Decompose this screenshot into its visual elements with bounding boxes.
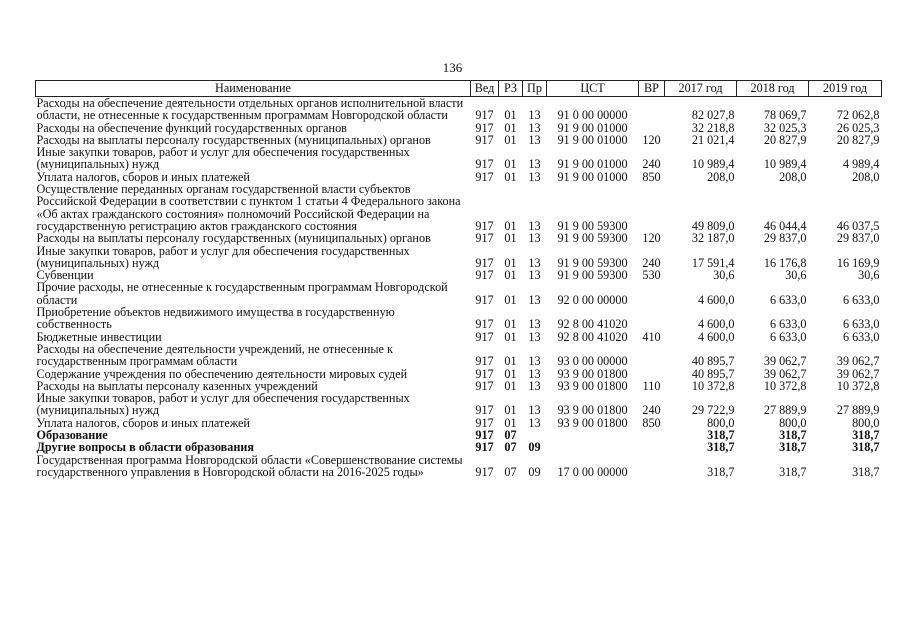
cell-cst	[547, 429, 639, 441]
cell-vr: 240	[642, 403, 661, 418]
cell-name: Расходы на обеспечение функций государственных органов	[36, 120, 347, 135]
cell-name: Иные закупки товаров, работ и услуг для обеспечения государственных (муниципальных) нужд	[36, 243, 410, 270]
cell-2019: 318,7	[852, 428, 880, 443]
cell-pr: 13	[528, 108, 541, 123]
cell-rz: 01	[504, 231, 517, 246]
cell-2017: 82 027,8	[691, 108, 735, 123]
cell-pr: 13	[528, 231, 541, 246]
cell-2017: 208,0	[707, 169, 735, 184]
cell-name: Субвенции	[36, 268, 94, 283]
cell-2019: 208,0	[852, 169, 880, 184]
cell-2018: 27 889,9	[763, 403, 807, 418]
cell-name: Прочие расходы, не отнесенные к государственным программам Новгородской области	[36, 280, 448, 307]
cell-cst: 91 0 00 00000	[557, 108, 628, 123]
cell-cst: 93 0 00 00000	[557, 354, 628, 369]
cell-vr: 410	[642, 329, 661, 344]
cell-ved: 917	[475, 218, 494, 233]
cell-2018: 16 176,8	[763, 255, 807, 270]
cell-2018: 78 069,7	[763, 108, 807, 123]
cell-2018: 10 989,4	[763, 157, 807, 172]
col-header-2019: 2019 год	[809, 81, 882, 97]
cell-pr: 09	[528, 464, 541, 479]
cell-rz: 01	[504, 366, 517, 381]
cell-cst: 91 9 00 01000	[557, 157, 628, 172]
table-row	[36, 146, 882, 171]
table-row	[36, 454, 882, 479]
cell-2019: 20 827,9	[836, 132, 880, 147]
cell-2018: 6 633,0	[769, 292, 807, 307]
cell-name: Государственная программа Новгородской области «Совершенствование системы государственного управления в Новгородской области на 2016-2025 годы»	[36, 452, 463, 479]
cell-ved: 917	[475, 440, 494, 455]
cell-2019: 16 169,9	[836, 255, 880, 270]
cell-name: Иные закупки товаров, работ и услуг для обеспечения государственных (муниципальных) нужд	[36, 145, 410, 172]
cell-vr: 530	[642, 268, 661, 283]
cell-name: Расходы на выплаты персоналу государственных (муниципальных) органов	[36, 231, 431, 246]
cell-vr: 120	[642, 231, 661, 246]
cell-vr	[639, 368, 665, 380]
col-header-ved: Вед	[471, 81, 499, 97]
col-header-rz: РЗ	[499, 81, 523, 97]
cell-rz: 01	[504, 329, 517, 344]
table-row	[36, 441, 882, 453]
cell-2018: 208,0	[779, 169, 807, 184]
cell-pr: 13	[528, 354, 541, 369]
cell-2019: 27 889,9	[836, 403, 880, 418]
table-row	[36, 245, 882, 270]
cell-cst: 91 9 00 01000	[557, 132, 628, 147]
cell-cst: 93 9 00 01800	[557, 366, 628, 381]
table-row	[36, 281, 882, 306]
cell-rz: 01	[504, 403, 517, 418]
col-header-pr: Пр	[523, 81, 547, 97]
cell-rz: 01	[504, 108, 517, 123]
cell-ved: 917	[475, 428, 494, 443]
cell-vr	[639, 281, 665, 306]
cell-cst: 93 9 00 01800	[557, 403, 628, 418]
cell-pr: 13	[528, 403, 541, 418]
cell-2019: 29 837,0	[836, 231, 880, 246]
cell-rz: 01	[504, 157, 517, 172]
cell-ved: 917	[475, 120, 494, 135]
cell-rz: 01	[504, 120, 517, 135]
col-header-cst: ЦСТ	[547, 81, 639, 97]
cell-2018: 29 837,0	[763, 231, 807, 246]
cell-vr	[639, 454, 665, 479]
table-row	[36, 306, 882, 331]
cell-ved: 917	[475, 108, 494, 123]
table-row	[36, 183, 882, 232]
cell-rz: 01	[504, 415, 517, 430]
cell-pr: 13	[528, 132, 541, 147]
cell-2017: 4 600,0	[697, 329, 735, 344]
cell-pr: 13	[528, 317, 541, 332]
cell-cst: 93 9 00 01800	[557, 378, 628, 393]
cell-2017: 32 187,0	[691, 231, 735, 246]
cell-rz: 01	[504, 292, 517, 307]
cell-rz: 01	[504, 218, 517, 233]
cell-cst	[547, 441, 639, 453]
cell-2017: 800,0	[707, 415, 735, 430]
cell-vr	[639, 97, 665, 122]
cell-2017: 29 722,9	[691, 403, 735, 418]
cell-cst: 91 9 00 59300	[557, 231, 628, 246]
cell-name: Образование	[36, 428, 108, 443]
cell-2018: 10 372,8	[763, 378, 807, 393]
cell-2019: 6 633,0	[842, 292, 880, 307]
cell-pr: 13	[528, 120, 541, 135]
cell-ved: 917	[475, 378, 494, 393]
cell-ved: 917	[475, 366, 494, 381]
col-header-2018: 2018 год	[737, 81, 809, 97]
cell-2017: 4 600,0	[697, 317, 735, 332]
cell-rz: 01	[504, 132, 517, 147]
cell-2018: 20 827,9	[763, 132, 807, 147]
cell-rz: 01	[504, 255, 517, 270]
cell-cst: 92 0 00 00000	[557, 292, 628, 307]
cell-2018: 32 025,3	[763, 120, 807, 135]
cell-rz: 01	[504, 317, 517, 332]
cell-pr: 13	[528, 157, 541, 172]
cell-2018: 39 062,7	[763, 354, 807, 369]
table-row	[36, 368, 882, 380]
cell-2018: 6 633,0	[769, 317, 807, 332]
cell-ved: 917	[475, 317, 494, 332]
budget-table	[35, 80, 882, 478]
cell-name: Расходы на обеспечение деятельности отдельных органов исполнительной власти области, не отнесенные к государственным программам Новгородской области	[36, 96, 464, 123]
cell-2019: 4 989,4	[842, 157, 880, 172]
cell-rz: 01	[504, 354, 517, 369]
cell-name: Расходы на выплаты персоналу государственных (муниципальных) органов	[36, 132, 431, 147]
cell-2019: 30,6	[858, 268, 880, 283]
cell-2018: 318,7	[779, 464, 807, 479]
cell-ved: 917	[475, 329, 494, 344]
cell-ved: 917	[475, 157, 494, 172]
cell-vr	[639, 429, 665, 441]
cell-2018: 800,0	[779, 415, 807, 430]
cell-rz: 07	[504, 464, 517, 479]
table-row	[36, 97, 882, 122]
cell-vr: 240	[642, 157, 661, 172]
cell-rz: 07	[504, 440, 517, 455]
cell-ved: 917	[475, 403, 494, 418]
cell-pr: 13	[528, 268, 541, 283]
cell-2018: 318,7	[779, 428, 807, 443]
cell-2017: 10 989,4	[691, 157, 735, 172]
cell-name: Уплата налогов, сборов и иных платежей	[36, 415, 250, 430]
cell-2018: 30,6	[785, 268, 807, 283]
cell-name: Приобретение объектов недвижимого имущества в государственную собственность	[36, 305, 395, 332]
cell-2019: 72 062,8	[836, 108, 880, 123]
cell-pr: 13	[528, 329, 541, 344]
cell-2017: 318,7	[707, 464, 735, 479]
cell-2017: 21 021,4	[691, 132, 735, 147]
cell-pr: 13	[528, 218, 541, 233]
col-header-2017: 2017 год	[665, 81, 737, 97]
cell-vr	[639, 306, 665, 331]
table-row	[36, 343, 882, 368]
cell-2017: 30,6	[713, 268, 735, 283]
cell-rz: 01	[504, 169, 517, 184]
cell-vr: 120	[642, 132, 661, 147]
cell-2017: 40 895,7	[691, 366, 735, 381]
cell-pr: 13	[528, 378, 541, 393]
cell-2018: 46 044,4	[763, 218, 807, 233]
cell-2017: 17 591,4	[691, 255, 735, 270]
table-header-row	[36, 81, 882, 97]
cell-2017: 10 372,8	[691, 378, 735, 393]
cell-ved: 917	[475, 132, 494, 147]
cell-2017: 40 895,7	[691, 354, 735, 369]
cell-cst: 92 8 00 41020	[557, 317, 628, 332]
table-row	[36, 417, 882, 429]
cell-rz: 01	[504, 378, 517, 393]
cell-2019: 800,0	[852, 415, 880, 430]
cell-2019: 318,7	[852, 440, 880, 455]
cell-pr: 13	[528, 169, 541, 184]
cell-rz: 07	[504, 428, 517, 443]
cell-ved: 917	[475, 464, 494, 479]
cell-2017: 318,7	[707, 428, 735, 443]
cell-cst: 92 8 00 41020	[557, 329, 628, 344]
cell-cst: 17 0 00 00000	[557, 464, 628, 479]
cell-name: Другие вопросы в области образования	[36, 440, 254, 455]
cell-name: Осуществление переданных органам государственной власти субъектов Российской Федерации в соответствии с пунктом 1 статьи 4 Федерального закона «Об актах гражданского состояния» полномочий Российской Федерации на государственную регистрацию актов гражданского состояния	[36, 182, 461, 233]
cell-2019: 6 633,0	[842, 329, 880, 344]
cell-rz: 01	[504, 268, 517, 283]
cell-cst: 91 9 00 01000	[557, 169, 628, 184]
cell-2019: 6 633,0	[842, 317, 880, 332]
cell-2019: 26 025,3	[836, 120, 880, 135]
cell-2018: 318,7	[779, 440, 807, 455]
cell-2017: 32 218,8	[691, 120, 735, 135]
cell-name: Содержание учреждения по обеспечению деятельности мировых судей	[36, 366, 408, 381]
cell-vr	[639, 343, 665, 368]
cell-name: Бюджетные инвестиции	[36, 329, 162, 344]
cell-cst: 91 9 00 59300	[557, 218, 628, 233]
cell-2019: 46 037,5	[836, 218, 880, 233]
cell-2019: 39 062,7	[836, 354, 880, 369]
cell-ved: 917	[475, 268, 494, 283]
cell-pr: 13	[528, 415, 541, 430]
cell-2019: 39 062,7	[836, 366, 880, 381]
cell-2017: 318,7	[707, 440, 735, 455]
cell-pr: 09	[528, 440, 541, 455]
cell-2017: 49 809,0	[691, 218, 735, 233]
cell-2017: 4 600,0	[697, 292, 735, 307]
cell-vr: 110	[642, 378, 661, 393]
cell-2018: 39 062,7	[763, 366, 807, 381]
cell-pr: 13	[528, 255, 541, 270]
cell-vr: 850	[642, 415, 661, 430]
cell-pr: 13	[528, 366, 541, 381]
table-row	[36, 232, 882, 244]
cell-vr	[639, 441, 665, 453]
cell-ved: 917	[475, 231, 494, 246]
cell-ved: 917	[475, 415, 494, 430]
cell-pr: 13	[528, 292, 541, 307]
cell-ved: 917	[475, 292, 494, 307]
cell-name: Уплата налогов, сборов и иных платежей	[36, 169, 250, 184]
cell-name: Расходы на выплаты персоналу казенных учреждений	[36, 378, 318, 393]
page-number: 136	[442, 60, 463, 75]
cell-2018: 6 633,0	[769, 329, 807, 344]
table-row	[36, 392, 882, 417]
cell-ved: 917	[475, 169, 494, 184]
cell-2019: 318,7	[852, 464, 880, 479]
cell-ved: 917	[475, 255, 494, 270]
cell-vr	[639, 183, 665, 232]
cell-vr: 850	[642, 169, 661, 184]
cell-2019: 10 372,8	[836, 378, 880, 393]
cell-cst: 91 9 00 01000	[557, 120, 628, 135]
cell-cst: 93 9 00 01800	[557, 415, 628, 430]
cell-name: Расходы на обеспечение деятельности учреждений, не отнесенные к государственным программам области	[36, 341, 393, 369]
cell-ved: 917	[475, 354, 494, 369]
cell-name: Иные закупки товаров, работ и услуг для обеспечения государственных (муниципальных) нужд	[36, 391, 410, 418]
cell-vr: 240	[642, 255, 661, 270]
col-header-vr: ВР	[639, 81, 665, 97]
cell-cst: 91 9 00 59300	[557, 268, 628, 283]
cell-cst: 91 9 00 59300	[557, 255, 628, 270]
col-header-name: Наименование	[36, 81, 471, 97]
